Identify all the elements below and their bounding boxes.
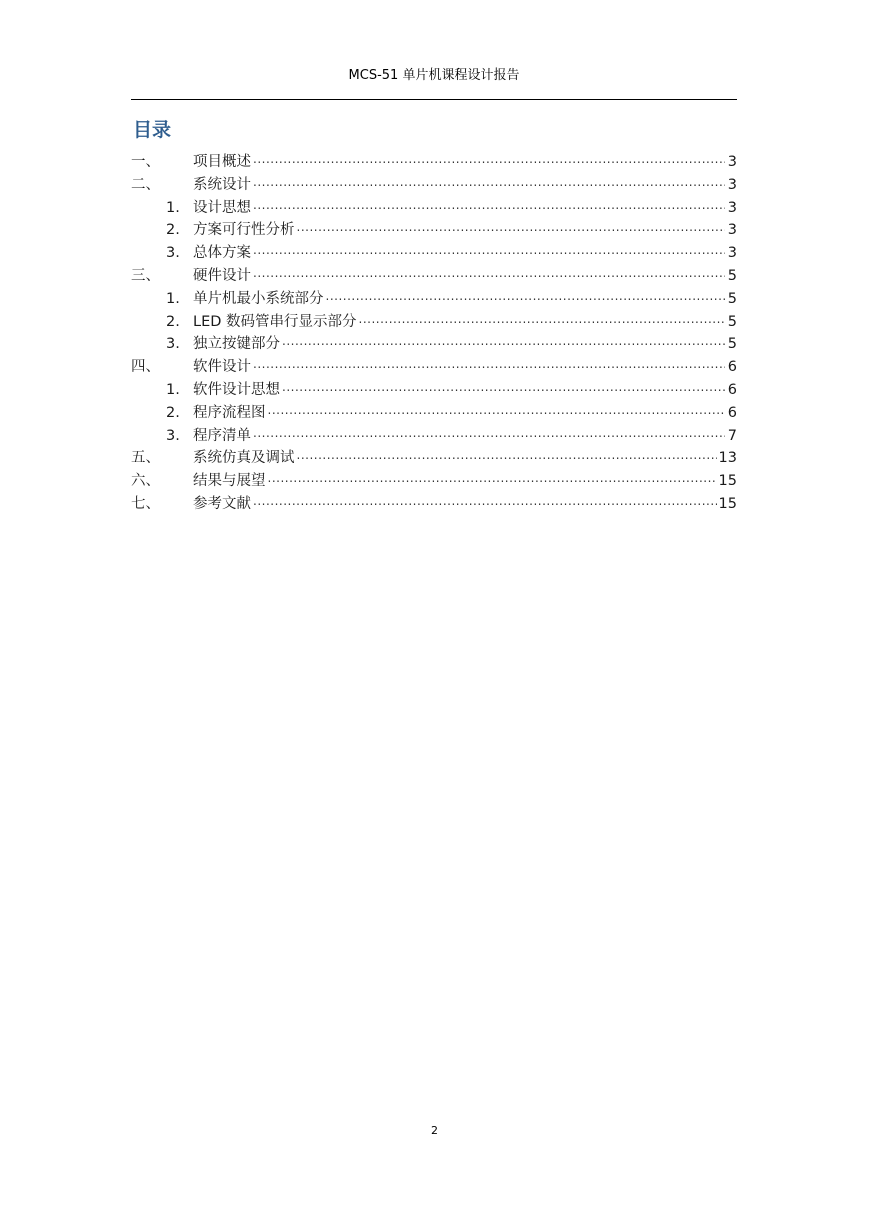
toc-leader-dots (282, 334, 725, 349)
toc-entry-number: 3. (166, 245, 180, 262)
toc-entry-title: 独立按键部分 (193, 336, 280, 353)
toc-entry[interactable] (131, 150, 737, 173)
toc-leader-dots (297, 448, 717, 463)
toc-entry-number: 1. (166, 381, 180, 398)
toc-entry[interactable] (131, 196, 737, 219)
toc-entry-number: 四、 (131, 359, 160, 376)
page-header: MCS-51 单片机课程设计报告 (348, 68, 520, 83)
toc-entry-title: 软件设计 (193, 359, 251, 376)
toc-entry[interactable] (131, 469, 737, 492)
toc-entry[interactable] (131, 310, 737, 333)
toc-leader-dots (253, 152, 725, 167)
toc-entry-page: 3 (727, 154, 737, 170)
toc-entry-title: 硬件设计 (193, 267, 251, 284)
toc-entry-page: 3 (727, 199, 737, 216)
toc-entry-title: 设计思想 (193, 199, 251, 216)
toc-entry-title: 系统设计 (193, 176, 251, 193)
toc-entry-page: 6 (727, 359, 737, 376)
toc-entry[interactable] (131, 241, 737, 264)
toc-entry[interactable] (131, 173, 737, 196)
toc-leader-dots (359, 311, 725, 326)
toc-leader-dots (253, 265, 725, 280)
toc-entry-number: 3. (166, 336, 180, 353)
toc-entry-number: 1. (166, 199, 180, 216)
toc-entry-number: 五、 (131, 450, 160, 467)
toc-entry-number: 3. (166, 427, 180, 444)
toc-entry-number: 2. (166, 404, 180, 421)
toc-entry-title: 系统仿真及调试 (193, 450, 295, 467)
toc-leader-dots (253, 493, 717, 508)
toc-entry-number: 一、 (131, 154, 160, 170)
toc-entry[interactable] (131, 332, 737, 355)
toc-entry[interactable] (131, 378, 737, 401)
toc-leader-dots (282, 379, 725, 394)
toc-entry[interactable] (131, 401, 737, 424)
toc-leader-dots (253, 425, 725, 440)
toc-entry-title: 方案可行性分析 (193, 222, 295, 239)
toc-entry-page: 3 (727, 245, 737, 262)
toc-leader-dots (297, 220, 726, 235)
toc-entry-number: 2. (166, 313, 180, 330)
toc-entry[interactable] (131, 287, 737, 310)
toc-entry-page: 5 (727, 267, 737, 284)
toc-entry-page: 3 (727, 176, 737, 193)
toc-entry-page: 6 (727, 404, 737, 421)
toc-entry-number: 二、 (131, 176, 160, 193)
toc-entry[interactable] (131, 424, 737, 447)
header-rule (131, 99, 737, 100)
toc-leader-dots (268, 471, 717, 486)
toc-entry-number: 六、 (131, 473, 160, 490)
toc-entry-number: 三、 (131, 267, 160, 284)
toc-entry-page: 13 (718, 450, 737, 467)
toc-leader-dots (253, 357, 725, 372)
toc-entry-number: 七、 (131, 495, 160, 512)
toc-entry[interactable] (131, 446, 737, 469)
toc-entry[interactable] (131, 492, 737, 515)
toc-entry-title: 总体方案 (193, 245, 251, 262)
toc-leader-dots (253, 243, 725, 258)
toc-title: 目录 (133, 119, 172, 141)
toc-entry-title: 软件设计思想 (193, 381, 280, 398)
toc-entry[interactable] (131, 264, 737, 287)
toc-entry-title: 程序清单 (193, 427, 251, 444)
toc-entry-page: 5 (727, 313, 737, 330)
toc-leader-dots (268, 402, 726, 417)
toc-entry-title: LED 数码管串行显示部分 (193, 313, 357, 330)
toc-entry-number: 1. (166, 290, 180, 307)
toc-entry-title: 结果与展望 (193, 473, 266, 490)
toc-entry-title: 程序流程图 (193, 404, 266, 421)
toc-entry-title: 单片机最小系统部分 (193, 290, 324, 307)
toc-entry-title: 项目概述 (193, 154, 251, 170)
toc-entry-page: 15 (718, 473, 737, 490)
toc-entry-page: 5 (727, 290, 737, 307)
toc-entry-page: 5 (727, 336, 737, 353)
toc-entry-title: 参考文献 (193, 495, 251, 512)
toc-leader-dots (326, 288, 726, 303)
toc-entry-number: 2. (166, 222, 180, 239)
toc-entry-page: 6 (727, 381, 737, 398)
toc-entry-page: 15 (718, 495, 737, 512)
table-of-contents (131, 150, 737, 515)
toc-leader-dots (253, 197, 725, 212)
toc-leader-dots (253, 174, 725, 189)
toc-entry[interactable] (131, 218, 737, 241)
page-number: 2 (431, 1124, 438, 1137)
toc-entry-page: 3 (727, 222, 737, 239)
toc-entry[interactable] (131, 355, 737, 378)
toc-entry-page: 7 (727, 427, 737, 444)
